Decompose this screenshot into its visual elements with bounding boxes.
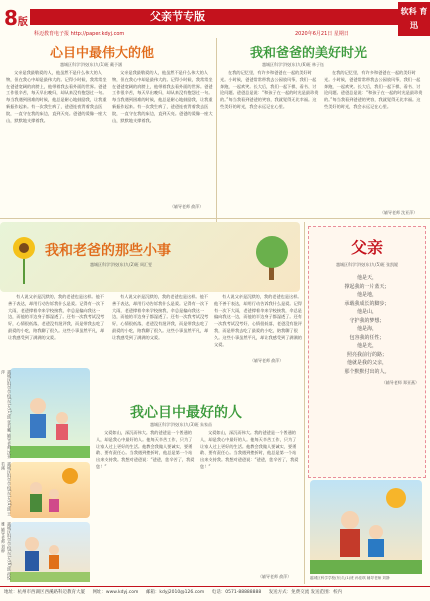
poem-note: （辅导老师 郑亚燕） [381,380,419,385]
father-child-drawing-icon [10,368,90,458]
page-title: 父亲节专版 [150,10,205,23]
poem-line: 那个默默付出的人。 [344,368,390,375]
poem-line: 撑起我的一片蓝天； [344,283,390,290]
article-byline: 越城区科学学校(东)九(6)班 林子钰 [262,62,325,67]
poem-title: 父亲 [350,238,383,257]
header-bar [30,9,400,25]
child-drawing [10,522,90,582]
column-divider [216,38,217,238]
drawing-caption: 越城区科学学校(东)九(6)班 孙悦雅 辅导老师 刘静 [1,522,12,581]
article-byline: 越城区科学学校(东)九(3)班 朱家苗 [150,422,213,427]
newspaper-logo: 软科 育迅 [398,2,430,36]
row-divider [0,218,430,219]
footer-address: 地址：杭州市西湖区西溪路科迈教育大厦 [4,590,85,595]
article-body: 在我的记忆里，有许多和爸爸在一起的美好时光。小时候，爸爸常常带我去公园放风筝，我们一起奔跑，一起欢笑。长大后，我们一起下棋、看书、讨论问题。爸爸总是说：“和孩子在一起的时光是最珍贵的。”每当我看到爸爸的笑容，我就觉得无比幸福。这些美好的时光，我会永远记在心里。 [220,70,319,109]
column-divider [304,222,305,584]
article-title: 我和老爸的那些小事 [45,243,171,259]
father-son-drawing-icon [310,480,422,574]
poem-line: 他是山， [356,309,377,315]
drawing-caption: 越城区科学学校(东)九(1)班 孙佳琪 辅导老师 刘静 [310,576,390,580]
header-site: 科迈教育电子报 http://paper.kdyj.com [34,31,125,37]
drawing-caption: 越城区科学学校(东)九(1)班 张若曦 辅导老师 沈亚萍 [1,370,12,459]
poem-line: 承载我成长的脚步； [344,300,390,307]
article-body: 父爱如山，深沉而伟大。我的爸爸是一个普通的人，却是我心中最好的人。他每天辛苦工作，只为了让家人过上更好的生活。他教会我做人要诚实、要勇敢、要有责任心。当我遇到挫折时，他总是第一个站出来支持我。我想对爸爸说：“爸爸，您辛苦了，我爱您！” [96,430,195,469]
poem-box [308,226,426,478]
page-number: 8版 [4,6,28,30]
article-title: 我和爸爸的美好时光 [250,46,368,61]
poem-line: 包容我的任性； [349,334,385,341]
child-drawing [10,462,90,518]
article-body-cont: 父亲是我最敬爱的人，他虽然不是什么伟大的人物，但在我心中却是最伟大的。记得小时候，我常常坐在爸爸宽阔的肩膀上，他带着我去看外面的世界。爸爸工作很辛苦，每天早出晚归，却从来没有抱怨过一句。每当我遇到困难的时候，他总是耐心地鼓励我，让我重新振作起来。有一次我生病了，爸爸连夜背着我去医院，一直守在我的床边，直到天亮。爸爸的爱像一座大山，默默地支撑着我。 [112,70,213,123]
footer-email: 邮箱：kdyj2010@126.com [145,590,205,595]
article-body-cont: 有人说父亲是沉默的，我的老爸也是这样。他不善于表达，却用行动告诉我什么是爱。记得有一次下大雨，老爸撑着伞来学校接我，伞总是偏向我这一边，而他的半边身子都湿透了。还有一次我考试没考好，心情很低落，老爸没有批评我，而是带我去吃了最爱的小吃，陪我聊了很久。这些小事虽然平凡，却让我感受到了满满的父爱。 [112,294,209,340]
sunflower-icon [6,230,42,286]
drawing-caption: 越城区科学学校(东)九(4)班 王若溪 [1,462,12,517]
article-note: （辅导老师 俞萍） [258,574,292,579]
poem-line: 他是光， [356,343,377,349]
article-byline: 越城区科学学校(东)九(1)班 戴予涵 [60,62,123,67]
article-banner [0,222,300,292]
article-byline: 越城区科学学校(东)九(2)班 周汇雯 [90,262,153,267]
article-note: （辅导老师 俞萍） [170,204,204,209]
footer-phone: 电话：0571-88888888 [211,590,262,595]
family-drawing-icon [10,522,90,582]
poem-line: 他是地， [356,292,377,298]
article-body: 有人说父亲是沉默的，我的老爸也是这样。他不善于表达，却用行动告诉我什么是爱。记得有一次下大雨，老爸撑着伞来学校接我，伞总是偏向我这一边，而他的半边身子都湿透了。还有一次我考试没考好，心情很低落，老爸没有批评我，而是带我去吃了最爱的小吃，陪我聊了很久。这些小事虽然平凡，却让我感受到了满满的父爱。 [8,294,105,340]
poem-line: 照亮我前行的路； [346,351,387,358]
poem-line: 他就是我的父亲， [346,360,387,366]
poem-lines [309,274,425,376]
poem-line: 他是海， [356,326,377,332]
poem-line: 守护我的梦想； [349,317,385,324]
article-body-cont: 在我的记忆里，有许多和爸爸在一起的美好时光。小时候，爸爸常常带我去公园放风筝，我们一起奔跑，一起欢笑。长大后，我们一起下棋、看书、讨论问题。爸爸总是说：“和孩子在一起的时光是最珍贵的。”每当我看到爸爸的笑容，我就觉得无比幸福。这些美好的时光，我会永远记在心里。 [324,70,423,109]
article-note: （辅导老师 俞萍） [250,358,284,363]
tree-icon [250,232,294,282]
article-title: 我心目中最好的人 [130,405,242,421]
footer-site: 网址：www.kdyj.com [92,590,139,595]
article-body-cont: 父爱如山，深沉而伟大。我的爸爸是一个普通的人，却是我心中最好的人。他每天辛苦工作，只为了让家人过上更好的生活。他教会我做人要诚实、要勇敢、要有责任心。当我遇到挫折时，他总是第一个站出来支持我。我想对爸爸说：“爸爸，您辛苦了，我爱您！” [200,430,299,469]
page-header [0,0,430,40]
header-date: 2020年6月21日 星期日 [295,31,349,37]
poem-line: 他是天， [356,275,377,281]
poem-byline: 越城区科学学校(东)九(5)班 张凯嫒 [335,262,399,267]
page-footer [0,586,430,601]
article-title: 心目中最伟大的他 [50,46,155,61]
child-drawing [310,480,422,574]
article-note: （辅导老师 沈亚萍） [380,210,418,215]
article-body: 父亲是我最敬爱的人，他虽然不是什么伟大的人物，但在我心中却是最伟大的。记得小时候，我常常坐在爸爸宽阔的肩膀上，他带着我去看外面的世界。爸爸工作很辛苦，每天早出晚归，却从来没有抱怨过一句。每当我遇到困难的时候，他总是耐心地鼓励我，让我重新振作起来。有一次我生病了，爸爸连夜背着我去医院，一直守在我的床边，直到天亮。爸爸的爱像一座大山，默默地支撑着我。 [6,70,107,123]
child-drawing [10,368,90,458]
article-body-cont: 有人说父亲是沉默的，我的老爸也是这样。他不善于表达，却用行动告诉我什么是爱。记得有一次下大雨，老爸撑着伞来学校接我，伞总是偏向我这一边，而他的半边身子都湿透了。还有一次我考试没考好，心情很低落，老爸没有批评我，而是带我去吃了最爱的小吃，陪我聊了很久。这些小事虽然平凡，却让我感受到了满满的父爱。 [214,294,302,347]
footer-send: 发送方式：免费交流 发送范围：校内 [268,590,343,595]
father-daughter-drawing-icon [10,462,90,518]
